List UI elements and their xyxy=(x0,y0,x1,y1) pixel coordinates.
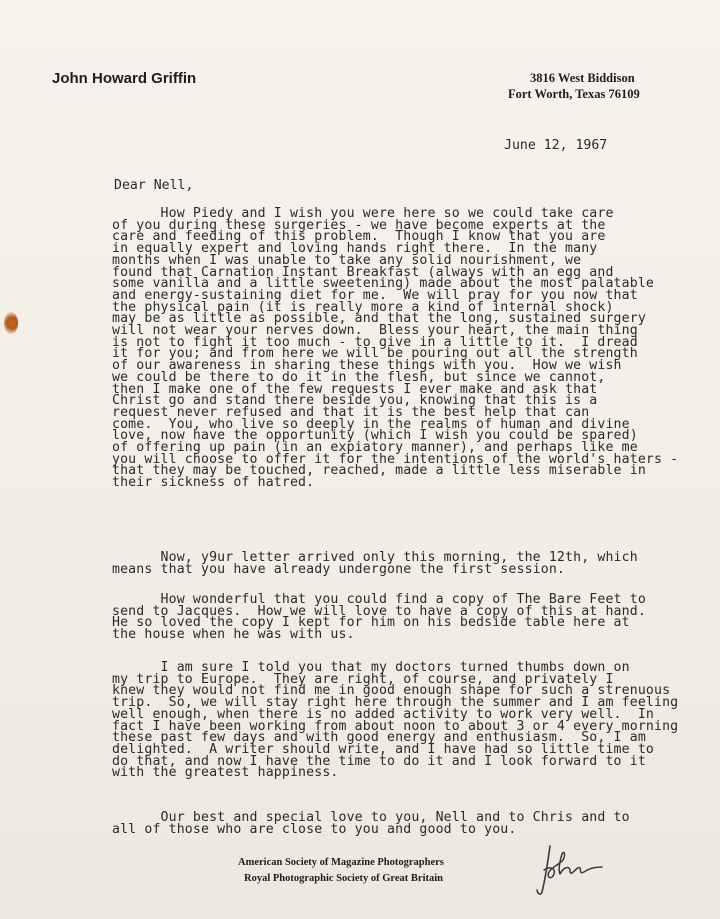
body-paragraph-1: How Piedy and I wish you were here so we could take care of you during these surgeries - we have become experts at the care and feeding of this problem. Though I know that you are in equally expert and loving hands right there. In the many months when I was unable to take any solid nourishment, we found that Carnation Instant Breakfast (always with an egg and some vanilla and a little sweetening) made about the most palatable and energy-sustaining diet for me. We will pray for you now that the physical pain (it is really more a kind of internal shock) may be as little as possible, and that the long, sustained surgery will not wear your nerves down. Bless your heart, the main thing is not to fight it too much - to give in a little to it. I dread it for you; and from here we will be pouring out all the strength of our awareness in sharing these things with you. How we wish we could be there to do it in the flesh, but since we cannot, then I make one of the few requests I ever make and ask that Christ go and stand there beside you, knowing that this is a request never refused and that it is the best help that can come. You, who live so deeply in the realms of human and divine love, now have the opportunity (which I wish you could be spared) of offering up pain (in an expiatory manner), and perhaps like me you will choose to offer it for the intentions of the world's haters - that they may be touched, reached, made a little less miserable in their sickness of hatred. xyxy=(112,206,679,491)
body-paragraph-5: Our best and special love to you, Nell and to Chris and to all of those who are close to you and good to you. xyxy=(112,810,630,837)
letterhead-name: John Howard Griffin xyxy=(52,70,197,87)
footer-line-1: American Society of Magazine Photographers xyxy=(238,857,444,868)
body-paragraph-2: Now, y9ur letter arrived only this morning, the 12th, which means that you have already undergone the first session. xyxy=(112,550,638,577)
letterhead-footer xyxy=(238,855,444,887)
address-line-2: Fort Worth, Texas 76109 xyxy=(508,87,640,101)
letterhead-address xyxy=(508,70,640,102)
rust-stain xyxy=(4,312,18,334)
body-paragraph-4: I am sure I told you that my doctors turned thumbs down on my trip to Europe. They are right, of course, and privately I knew they would not find me in good enough shape for such a strenuous trip. So, we will stay right here through the summer and I am feeling well enough, when there is no added activity to work very well. In fact I have been working from about noon to about 3 or 4 every morning these past few days and with good energy and enthusiasm. So, I am delighted. A writer should write, and I have had so little time to do that, and now I have the time to do it and I look forward to it with the greatest happiness. xyxy=(112,660,679,781)
address-line-1: 3816 West Biddison xyxy=(530,71,635,85)
letter-date: June 12, 1967 xyxy=(504,138,608,153)
salutation: Dear Nell, xyxy=(114,178,194,193)
handwritten-signature-icon xyxy=(536,840,612,898)
body-paragraph-3: How wonderful that you could find a copy of The Bare Feet to send to Jacques. How we will love to have a copy of this at hand. He so loved the copy I kept for him on his bedside table here at the house when he was with us. xyxy=(112,592,646,643)
footer-line-2: Royal Photographic Society of Great Britain xyxy=(244,873,443,884)
